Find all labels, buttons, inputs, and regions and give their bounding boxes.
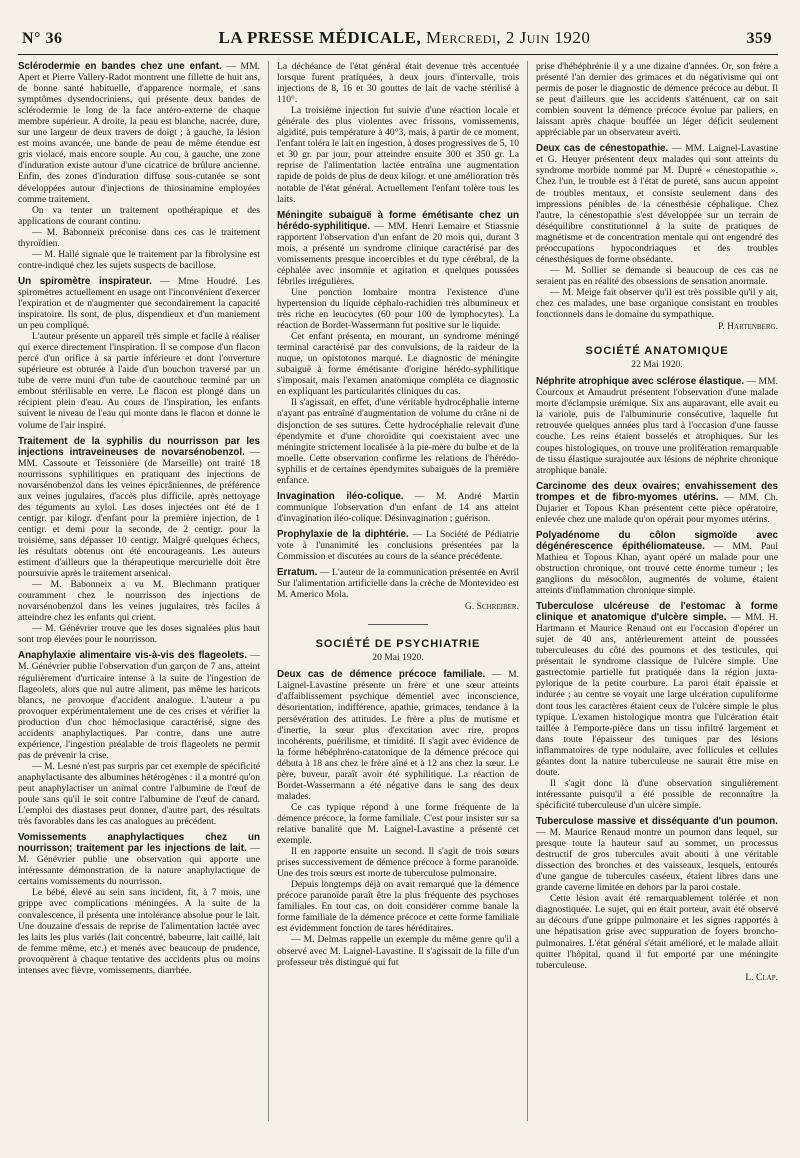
article-paragraph <box>277 61 519 105</box>
journal-title-line <box>219 28 591 48</box>
paragraph-text: — MM. Laignel-Lavastine et G. Heuyer présentent deux malades qui sont atteints du syndrome morbide nommé par M. Dupré « cénestopathie ». Chez l'un, le trouble est à l'état de pureté, sans aucun appoint de troubles mentaux, et consiste seulement dans des impressions pénibles de la cénesthésie céphalique. Chez l'autre, la cénestopathie s'est développée sur un terrain de déséquilibre constitutionnel à la suite de pratiques de magnétisme et de concentration mentale qui ont engendré des préoccupations hypocondriaques et des troubles cénesthésiques de forme obsédante. <box>536 143 778 265</box>
article-title: Deux cas de démence précoce familiale. <box>277 669 486 681</box>
article-title: Invagination iléo-colique. <box>277 490 404 502</box>
article-paragraph <box>18 61 260 205</box>
article-paragraph <box>536 893 778 970</box>
article-paragraph <box>18 249 260 271</box>
paragraph-text: Il en rapporte ensuite un second. Il s'agit de trois sœurs prises successivement de démence précoce à forme paranoïde. Une des trois sœurs est morte de tuberculose pulmonaire. <box>277 846 519 880</box>
article-title: Traitement de la syphilis du nourrisson par les injections intraveineuses de novarsénobenzol. <box>18 435 260 458</box>
article-paragraph <box>277 491 519 524</box>
article-paragraph <box>18 436 260 580</box>
page-header <box>18 28 778 54</box>
paragraph-text: prise d'hébéphrénie il y a une dizaine d'années. Or, son frère a présenté l'an dernier des grimaces et du négativisme qui ont permis de poser le diagnostic de démence précoce au début. Il se peut d'ailleurs que les accidents s'atténuent, car on sait combien souvent la démence précoce évolue par paliers, en laissant après chaque bouffée un léger déficit seulement appréciable par un observateur averti. <box>536 61 778 139</box>
article-paragraph <box>536 778 778 811</box>
paragraph-text: On va tenter un traitement opothérapique et des applications de courant continu. <box>18 204 260 227</box>
column-3 <box>527 61 778 1121</box>
article <box>18 61 260 271</box>
paragraph-text: La déchéance de l'état général était devenue très accentuée lorsque furent pratiquées, à deux jours d'intervalle, trois injections de 8, 16 et 30 gouttes de lait de vache stérilisé à 110°. <box>277 61 519 106</box>
article-paragraph <box>18 761 260 827</box>
paragraph-text: — M. Hallé signale que le traitement par la fibrolysine est contre-indiqué chez les sujets suspects de bacillose. <box>18 248 260 271</box>
article-paragraph <box>536 143 778 265</box>
article-paragraph <box>18 832 260 887</box>
paragraph-text: — M. Génévrier trouve que les doses signalées plus haut sont trop élevées pour le nourrisson. <box>18 623 260 646</box>
article-paragraph <box>18 623 260 645</box>
article-title: Anaphylaxie alimentaire vis-à-vis des flageolets. <box>18 650 247 662</box>
article-paragraph <box>536 61 778 138</box>
article-paragraph <box>536 376 778 475</box>
article-paragraph <box>277 879 519 934</box>
paragraph-text: Il s'agit donc là d'une observation singulièrement intéressante puisqu'il a été possible de reconnaître la spécificité tuberculeuse d'un ulcère simple. <box>536 777 778 811</box>
paragraph-text: — M. Maurice Renaud montre un poumon dans lequel, sur presque toute la hauteur sauf au sommet, un processus destructif de gros tubercules avait abouti à une véritable dissection des bronches et des vaisseaux, lesquels, entourés d'une gangue de tubercules caséeux, étaient libres dans une grande caverne limitée en dehors par la paroi costale. <box>536 827 778 894</box>
paragraph-text: — M. Génévrier publie l'observation d'un garçon de 7 ans, atteint régulièrement d'urticaire intense à la suite de l'ingestion de flageolets, alors que nul autre aliment, pas même les haricots blancs, ne provoque d'accident analogue. L'auteur a pu provoquer expérimentalement une de ces crises et vérifier la production d'un choc hémoclasique caractérisé, signe des accidents anaphylactiques. Par contre, dans une autre expérience, l'ingestion préalable de trois flageolets ne permit pas de prévenir la crise. <box>18 650 260 761</box>
article-paragraph <box>18 227 260 249</box>
article <box>536 376 778 475</box>
header-rule <box>18 54 778 55</box>
paragraph-text: — M. Laignel-Lavastine présente un frère et une sœur atteints d'affaiblissement psychique démentiel avec inconscience, désorientation, indifférence, apathie, grimaces, tendance à la persévération des attitudes. Le frère a plus de mutisme et d'inertie, la sœur plus d'excitation avec rire, propos incohérents, puérilisme, et timidité. Il s'agit avec évidence de la forme hébéphréno-catatonique de la démence précoce qui débuta à 18 ans chez le frère aîné et à 12 ans chez la sœur. Le père, buveur, paraît avoir été syphilitique. La réaction de Bordet-Wassermann a été négative dans le sang des deux malades. <box>277 669 519 802</box>
paragraph-text: La troisième injection fut suivie d'une réaction locale et générale des plus violentes avec frissons, vomissements, algidité, puis température à 40°3, mais, à partir de ce moment, l'enfant toléra le lait en ingestion, à doses progressives de 5, 10 et 30 gr. par jour, pour atteindre ensuite 300 et 350 gr. La reprise de l'alimentation lactée entraîna une augmentation rapide de poids de plus de deux kilogr. et une amélioration très notable de l'état général. Actuellement l'enfant tolère tous les laits. <box>277 105 519 205</box>
article-signature: L. Clap. <box>745 971 778 983</box>
article <box>536 601 778 811</box>
article <box>277 529 519 562</box>
article-paragraph <box>536 601 778 778</box>
paragraph-text: — M. Lesné n'est pas surpris par cet exemple de spécificité anaphylactisante des albumines hétérogènes : il a montré qu'on peut anaphylactiser un animal contre l'albumine de l'œuf de poule sans qu'il le soit contre l'albumine de l'œuf de canard. L'emploi des diastases peut donner, d'autre part, des résultats très favorables dans les cas analogues au précédent. <box>18 760 260 828</box>
article-title: Deux cas de cénestopathie. <box>536 143 669 155</box>
paragraph-text: Cet enfant présenta, en mourant, un syndrome méningé terminal caractérisé par des convulsions, de la raideur de la nuque, un opistotonos marqué. Le diagnostic de méningite subaiguë à forme émétisante d'origine hérédo-syphilitique s'imposait, mais l'examen anatomique compléta ce diagnostic en expliquant les particularités cliniques du cas. <box>277 331 519 398</box>
article-title: Un spiromètre inspirateur. <box>18 275 152 287</box>
section-date: 20 Mai 1920. <box>372 652 424 664</box>
article-paragraph <box>536 265 778 287</box>
paragraph-text: — MM. Ch. Dujarier et Topous Khan présentent cette pièce opératoire, enlevée chez une malade qu'on opérait pour myomes utérins. <box>536 491 778 525</box>
article <box>18 436 260 646</box>
article-paragraph <box>536 481 778 525</box>
article-title: Polyadénome du côlon sigmoïde avec dégénérescence épithéliomateuse. <box>536 529 778 552</box>
article <box>277 567 519 612</box>
article <box>18 832 260 976</box>
issue-number: N° 36 <box>22 30 63 47</box>
section-title: SOCIÉTÉ DE PSYCHIATRIE <box>315 638 481 651</box>
article-paragraph <box>18 887 260 975</box>
article <box>536 61 778 138</box>
article-signature: G. Schreiber. <box>464 601 519 613</box>
paragraph-text: — MM. Paul Mathieu et Topous Khan, ayant opéré un malade pour une obstruction chronique, ont trouvé cette énorme tumeur ; les ganglions du mésocôlon, augmentés de volume, étaient atteints d'inflammation chronique simple. <box>536 540 778 597</box>
column-2 <box>268 61 519 1121</box>
article <box>277 61 519 205</box>
paragraph-text: — M. Delmas rappelle un exemple du même genre qu'il a observé avec M. Laignel-Lavastine. Il s'agissait de la fille d'un professeur très distingué qui fut <box>277 934 519 968</box>
article-title: Tuberculose ulcéreuse de l'estomac à forme clinique et anatomique d'ulcère simple. <box>536 601 778 624</box>
article-paragraph <box>18 650 260 760</box>
article-paragraph <box>18 205 260 227</box>
article-paragraph <box>277 567 519 600</box>
paragraph-text: — M. Sollier se demande si beaucoup de ces cas ne seraient pas en réalité des obsessions de sensation anormale. <box>536 264 778 287</box>
article-paragraph <box>277 105 519 204</box>
article-paragraph <box>277 846 519 879</box>
paragraph-text: Depuis longtemps déjà on avait remarqué que la démence précoce paranoïde paraît être la plus fréquente des psychoses familiales. En tout cas, on doit considérer comme banale la forme familiale de la démence précoce et cette forme familiale est évidemment fonction de tares héréditaires. <box>277 879 519 935</box>
paragraph-text: Il s'agissait, en effet, d'une véritable hydrocéphalie interne n'ayant pas entraîné d'augmentation de volume du crâne ni de disjonction de ses sutures. Cette hydrocéphalie relevait d'une épendymite et d'une choroïdite qui coexistaient avec une méningite strictement localisée à la pie-mère du bulbe et de la moelle. Cette observation confirme les relations de l'hérédo-syphilis et de certaines épendymites subaiguës de la première enfance. <box>277 397 519 486</box>
article-paragraph <box>277 287 519 331</box>
article-paragraph <box>277 210 519 287</box>
paragraph-text: — M. Meige fait observer qu'il est très possible qu'il y ait, chez ces malades, une base organique consistant en troubles fonctionnels dans le domaine du sympathique. <box>536 286 778 321</box>
journal-title: LA PRESSE MÉDICALE, <box>218 28 422 47</box>
article-title: Sclérodermie en bandes chez une enfant. <box>18 61 222 72</box>
paragraph-text: — L'auteur de la communication présentée en Avril Sur l'alimentation artificielle dans la crèche de Montevideo est M. Americo Mola. <box>277 567 519 601</box>
article <box>536 530 778 596</box>
paragraph-text: L'auteur présente un appareil très simple et facile à réaliser qui exerce directement l'inspiration. Il se compose d'un flacon percé d'un orifice à sa partie inférieure et dont l'ouverture supérieure est obturée à l'aide d'un bouchon traversé par un tube de verre muni d'un tube de caoutchouc terminé par un embout stérilisable en verre. Le flacon est plongé dans un récipient plein d'eau. Au cours de l'inspiration, les enfants suivent le niveau de l'eau qui monte dans le flacon et donne le volume de l'air inspiré. <box>18 331 260 431</box>
section-date: 22 Mai 1920. <box>631 359 683 371</box>
article-paragraph <box>277 529 519 562</box>
article-paragraph <box>277 669 519 802</box>
paragraph-text: — La Société de Pédiatrie vote à l'unanimité les conclusions présentées par la Commission et discutées au cours de la séance précédente. <box>277 528 519 563</box>
issue-date: Mercredi, 2 Juin 1920 <box>425 28 591 47</box>
paragraph-text: — Mme Houdré. Les spiromètres actuellement en usage ont l'inconvénient d'exercer l'expiration et de n'augmenter que secondairement la capacité inspiratoire. Ils sont, de plus, dispendieux et d'un maniement un peu compliqué. <box>18 275 260 332</box>
section-separator <box>368 624 428 625</box>
article-paragraph <box>18 579 260 623</box>
page-number: 359 <box>746 30 772 47</box>
paragraph-text: Cette lésion avait été remarquablement tolérée et non diagnostiquée. Le sujet, qui en était porteur, avait été observé au décours d'une grippe pulmonaire et les signes rapportés à une hépatisation grise avec suppuration de foyers broncho-pulmonaires. L'état général s'était amélioré, et le malade allait quitter l'hôpital, quand il fut emporté par une méningite tuberculeuse. <box>536 893 778 971</box>
article-paragraph <box>18 331 260 430</box>
article-paragraph <box>536 287 778 320</box>
article-paragraph <box>277 802 519 846</box>
paragraph-text: Le bébé, élevé au sein sans incident, fit, à 7 mois, une grippe avec complications méningées. A la suite de la convalescence, il présenta une intolérance absolue pour le lait. Une douzaine d'essais de reprise de l'alimentation lactée avec les laits les plus variés (lait concentré, babeurre, lait caillé, lait de femme même, etc.) et menés avec beaucoup de prudence, provoquèrent à chaque tentative des accidents plus ou moins intenses avec fièvre, vomissements, diarrhée. <box>18 887 260 976</box>
article <box>18 276 260 431</box>
article <box>277 491 519 524</box>
paragraph-text: — MM. Apert et Pierre Vallery-Radot montrent une fillette de huit ans, de bonne santé habituelle, d'apparence normale, et sans symptômes dysendocriniens, qui présente deux bandes de sclérodermie le long de la face antéro-externe de chaque membre supérieur. A droite, la peau est blanche, nacrée, dure, sur une largeur de deux travers de doigt ; à gauche, la lésion est moins avancée, une bande de peau de même étendue est gris violacé, mais encore souple. Au cou, à gauche, une zone d'induration existe autour d'une cicatrice de brûlure ancienne. Enfin, des zones d'induration diffuse sous-cutanée se sont développées autour d'injections de thiosinamine employées comme traitement. <box>18 61 260 205</box>
article-paragraph <box>277 397 519 485</box>
article <box>536 816 778 983</box>
columns <box>18 61 778 1121</box>
article <box>277 210 519 486</box>
article-paragraph <box>18 276 260 331</box>
article-title: Prophylaxie de la diphtérie. <box>277 528 409 540</box>
section-title: SOCIÉTÉ ANATOMIQUE <box>585 345 729 358</box>
article-title: Méningite subaiguë à forme émétisante chez un hérédo-syphilitique. <box>277 209 519 232</box>
column-1 <box>18 61 260 1121</box>
article <box>536 481 778 525</box>
paragraph-text: Ce cas typique répond à une forme fréquente de la démence précoce, la forme familiale. C'est pour insister sur sa relative banalité que M. Laignel-Lavastine a présenté cet exemple. <box>277 801 519 847</box>
article-title: Vomissements anaphylactiques chez un nourrisson; traitement par les injections de lait. <box>18 832 260 855</box>
paragraph-text: — M. André Martin communique l'observation d'un enfant de 14 ans atteint d'invagination iléo-colique. Désinvagination ; guérison. <box>277 490 519 524</box>
article-title: Erratum. <box>277 567 318 579</box>
paragraph-text: — MM. Cassoute et Teissonière (de Marseille) ont traité 18 nourrissons syphilitiques en pratiquant des injections de novarsénobenzol dans les veines épicrâniennes, de préférence aux veines jugulaires, d'accès plus difficile, après nettoyage des téguments au xylol. Les doses injectées ont été de 1 centigr. par kilogr. d'enfant pour la première injection, de 1 centigr. et demi pour la seconde, de 2 centigr. pour la troisième, sans dépasser 10 centigr. Malgré quelques échecs, les résultats obtenus ont été encourageants. Les auteurs estiment d'ailleurs que la thérapeutique mercurielle doit être poursuivie après le traitement arsenical. <box>18 446 260 580</box>
paragraph-text: — M. Babonneix a vu M. Blechmann pratiquer couramment chez le nourrisson des injections de novarsénobenzol dans les veines jugulaires, très faciles à atteindre chez les enfants qui crient. <box>18 579 260 624</box>
paragraph-text: — M. Génévrier publie une observation qui apporte une intéressante démonstration de la nature anaphylactique de certains vomissements du nourrisson. <box>18 843 260 888</box>
article <box>277 669 519 967</box>
article-paragraph <box>277 331 519 397</box>
paragraph-text: — MM. Henri Lemaire et Stiassnie rapportent l'observation d'un enfant de 20 mois qui, durant 3 mois, a présenté un syndrome clinique caractérisé par des vomissements presque incoercibles et du type cérébral, de la céphalée avec insomnie et agitation et quelques poussées fébriles irrégulières. <box>277 220 519 287</box>
paragraph-text: — M. Babonneix préconise dans ces cas le traitement thyroïdien. <box>18 226 260 249</box>
article-title: Néphrite atrophique avec sclérose élastique. <box>536 376 745 388</box>
article-title: Carcinome des deux ovaires; envahissement des trompes et de fibro-myomes utérins. <box>536 480 778 503</box>
article-signature: P. Hartenberg. <box>718 321 778 333</box>
article <box>18 650 260 827</box>
paragraph-text: — MM. Courcoux et Amaudrut présentent l'observation d'une malade morte d'éclampsie urémique. Six ans auparavant, elle avait eu la variole, puis de l'albuminurie consécutive, laquelle fut retrouvée quelques années plus tard à l'occasion d'une fausse couche. Les reins étaient bosselés et atrophiques. Sur les coupes histologiques, on trouve une prolifération remarquable de tissu élastique surajoutée aux lésions de néphrite chronique atrophique banale. <box>536 376 778 476</box>
article-paragraph <box>536 530 778 596</box>
paragraph-text: Une ponction lombaire montra l'existence d'une hypertension du liquide céphalo-rachidien très albumineux et très riche en leucocytes (60 pour 100 de lymphocytes). La réaction de Bordet-Wassermann fut positive sur le liquide. <box>277 286 519 332</box>
article-paragraph <box>277 934 519 967</box>
paragraph-text: — MM. H. Hartmann et Maurice Renaud ont eu l'occasion d'opérer un sujet de 40 ans, antérieurement atteint de poussées tuberculeuses du côté des poumons et des testicules, qui présentait le syndrome classique de l'ulcère simple. Une gastrectomie partielle fut pratiquée dans la région juxta-pylorique de la petite courbure. La paroi était épaissie et indurée ; au centre se voyait une large ulcération cupuliforme dont tous les caractères étaient ceux de l'ulcère simple le plus typique. L'examen histologique montra que l'ulcération était taillée à l'emporte-pièce dans un tissu infiltré largement et dans toute l'épaisseur des tuniques par des lésions inflammatoires de type nodulaire, avec follicules et cellules géantes dont la nature tuberculeuse ne saurait être mise en doute. <box>536 612 778 778</box>
article <box>536 143 778 332</box>
article-paragraph <box>536 816 778 893</box>
article-title: Tuberculose massive et disséquante d'un poumon. <box>536 816 778 827</box>
